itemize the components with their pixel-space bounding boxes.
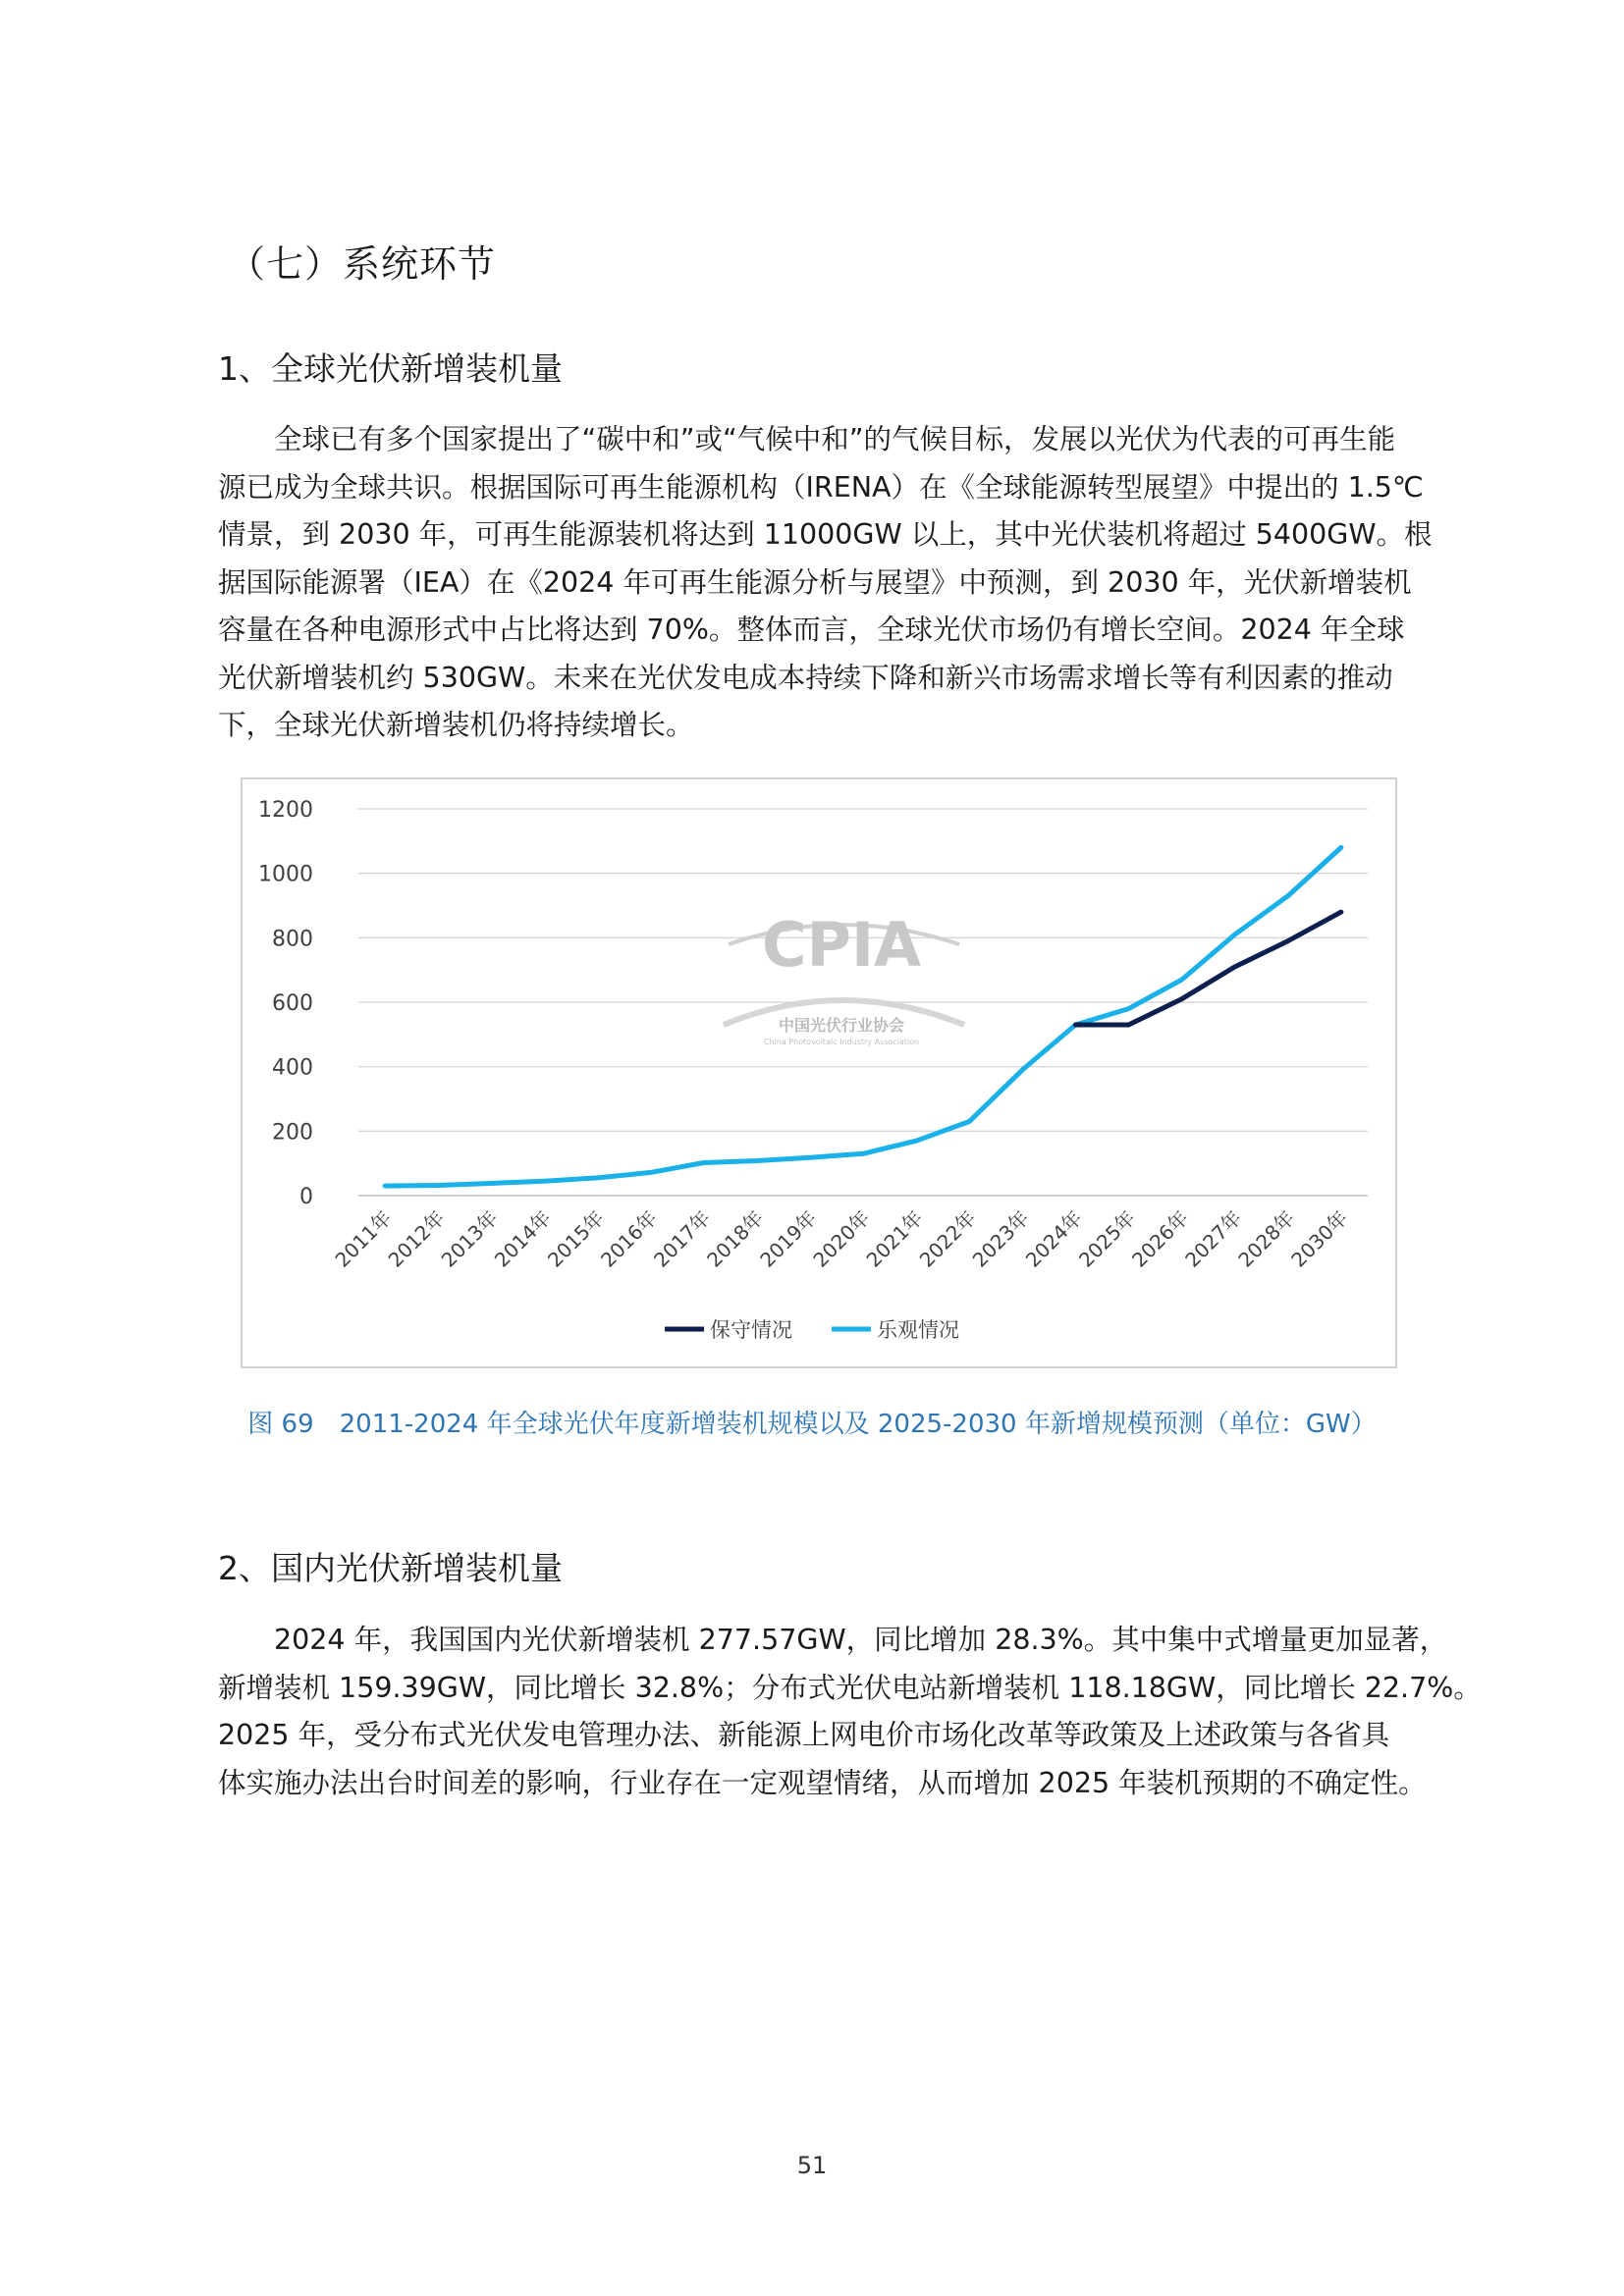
y-tick-label: 400 (272, 1055, 313, 1081)
page-number: 51 (796, 2152, 828, 2179)
section-title: （七）系统环节 (228, 242, 497, 286)
x-tick-label: 2021年 (861, 1205, 928, 1272)
legend-label: 乐观情况 (877, 1318, 959, 1342)
paragraph-line: 据国际能源署（IEA）在《2024 年可再生能源分析与展望》中预测，到 2030 年，光伏新增装机 (218, 565, 1412, 599)
x-tick-label: 2012年 (383, 1205, 450, 1272)
paragraph-line: 光伏新增装机约 530GW。未来在光伏发电成本持续下降和新兴市场需求增长等有利因素的推动 (218, 661, 1393, 694)
y-tick-label: 600 (272, 991, 313, 1016)
x-tick-label: 2017年 (649, 1205, 716, 1272)
x-tick-label: 2013年 (436, 1205, 503, 1272)
paragraph-global (218, 416, 1433, 750)
x-tick-label: 2025年 (1073, 1205, 1141, 1272)
paragraph-line: 体实施办法出台时间差的影响，行业存在一定观望情绪，从而增加 2025 年装机预期的不确定性。 (218, 1766, 1427, 1799)
x-tick-label: 2022年 (914, 1205, 981, 1272)
x-tick-label: 2014年 (489, 1205, 556, 1272)
watermark-name-cn: 中国光伏行业协会 (778, 1016, 905, 1035)
paragraph-line: 容量在各种电源形式中占比将达到 70%。整体而言，全球光伏市场仍有增长空间。2024 年全球 (218, 614, 1405, 646)
paragraph-line: 下，全球光伏新增装机仍将持续增长。 (218, 709, 694, 741)
paragraph-line: 全球已有多个国家提出了“碳中和”或“气候中和”的气候目标，发展以光伏为代表的可再生能 (218, 423, 1396, 455)
subsection-title-global: 1、全球光伏新增装机量 (218, 349, 563, 388)
paragraph-line: 2024 年，我国国内光伏新增装机 277.57GW，同比增加 28.3%。其中集中式增量更加显著， (218, 1624, 1448, 1656)
x-tick-label: 2027年 (1180, 1205, 1247, 1272)
subsection-title-domestic: 2、国内光伏新增装机量 (218, 1549, 563, 1587)
series-line-conservative (1075, 912, 1341, 1025)
x-tick-label: 2028年 (1233, 1205, 1300, 1272)
x-tick-label: 2023年 (967, 1205, 1034, 1272)
x-tick-label: 2020年 (808, 1205, 875, 1272)
x-tick-label: 2019年 (755, 1205, 822, 1272)
paragraph-line: 新增装机 159.39GW，同比增长 32.8%；分布式光伏电站新增装机 118.18GW，同比增长 22.7%。 (218, 1671, 1482, 1704)
y-tick-label: 200 (272, 1120, 313, 1146)
x-tick-label: 2016年 (596, 1205, 663, 1272)
paragraph-line: 2025 年，受分布式光伏发电管理办法、新能源上网电价市场化改革等政策及上述政策与各省具 (218, 1719, 1390, 1751)
y-tick-label: 0 (299, 1185, 313, 1209)
figure-caption: 图 69 2011-2024 年全球光伏年度新增装机规模以及 2025-2030 年新增规模预测（单位：GW） (247, 1410, 1377, 1439)
watermark-name-en: China Photovoltaic Industry Association (763, 1038, 920, 1046)
paragraph-line: 情景，到 2030 年，可再生能源装机将达到 11000GW 以上，其中光伏装机将超过 5400GW。根 (218, 518, 1433, 551)
chart-box (241, 777, 1397, 1368)
x-tick-label: 2024年 (1020, 1205, 1087, 1272)
y-tick-label: 1200 (258, 798, 313, 823)
paragraph-line: 源已成为全球共识。根据国际可再生能源机构（IRENA）在《全球能源转型展望》中提出的 1.5℃ (218, 470, 1424, 504)
y-tick-label: 800 (272, 927, 313, 952)
legend-label: 保守情况 (710, 1318, 792, 1342)
y-tick-label: 1000 (258, 862, 313, 887)
line-chart (243, 779, 1395, 1366)
x-tick-label: 2026年 (1127, 1205, 1194, 1272)
paragraph-domestic (218, 1617, 1482, 1807)
x-tick-label: 2018年 (702, 1205, 769, 1272)
x-tick-label: 2030年 (1286, 1205, 1353, 1272)
x-tick-label: 2015年 (542, 1205, 610, 1272)
watermark-logo: CPIA (762, 909, 921, 981)
x-tick-label: 2011年 (330, 1205, 397, 1272)
